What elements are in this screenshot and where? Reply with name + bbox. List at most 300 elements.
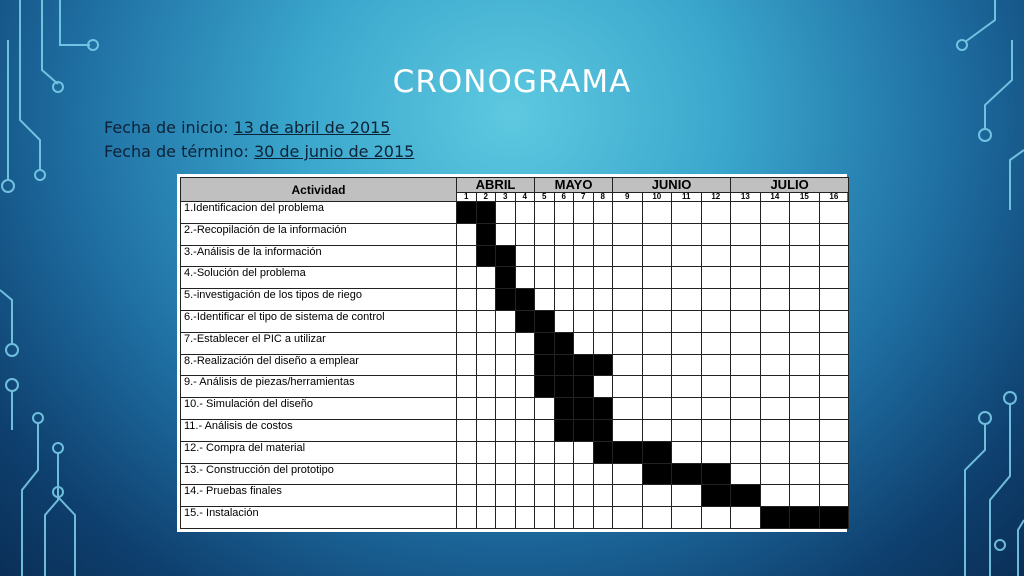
slide-title: CRONOGRAMA xyxy=(392,64,632,100)
gantt-empty-cell xyxy=(672,310,702,332)
gantt-empty-cell xyxy=(701,289,731,311)
gantt-bar-cell xyxy=(790,507,820,529)
gantt-empty-cell xyxy=(515,202,535,224)
gantt-bar-cell xyxy=(476,245,496,267)
gantt-empty-cell xyxy=(672,267,702,289)
gantt-empty-cell xyxy=(554,267,574,289)
gantt-empty-cell xyxy=(554,463,574,485)
gantt-empty-cell xyxy=(574,267,594,289)
activity-row xyxy=(181,332,849,354)
activity-name: 12.- Compra del material xyxy=(181,441,457,463)
activity-row xyxy=(181,267,849,289)
gantt-empty-cell xyxy=(760,267,790,289)
week-number: 14 xyxy=(760,193,790,202)
activity-row xyxy=(181,463,849,485)
gantt-empty-cell xyxy=(701,354,731,376)
gantt-empty-cell xyxy=(515,485,535,507)
gantt-empty-cell xyxy=(515,267,535,289)
gantt-empty-cell xyxy=(457,310,477,332)
gantt-empty-cell xyxy=(535,202,555,224)
gantt-empty-cell xyxy=(496,376,516,398)
gantt-empty-cell xyxy=(457,507,477,529)
week-number: 3 xyxy=(496,193,516,202)
gantt-bar-cell xyxy=(819,507,849,529)
gantt-bar-cell xyxy=(554,354,574,376)
gantt-empty-cell xyxy=(574,310,594,332)
gantt-empty-cell xyxy=(574,507,594,529)
gantt-empty-cell xyxy=(701,310,731,332)
gantt-empty-cell xyxy=(593,507,613,529)
gantt-empty-cell xyxy=(554,507,574,529)
activity-name: 8.-Realización del diseño a emplear xyxy=(181,354,457,376)
gantt-empty-cell xyxy=(760,419,790,441)
gantt-empty-cell xyxy=(672,376,702,398)
gantt-bar-cell xyxy=(457,202,477,224)
gantt-empty-cell xyxy=(790,376,820,398)
gantt-empty-cell xyxy=(790,267,820,289)
activity-name: 6.-Identificar el tipo de sistema de control xyxy=(181,310,457,332)
gantt-empty-cell xyxy=(731,223,761,245)
gantt-empty-cell xyxy=(554,485,574,507)
gantt-empty-cell xyxy=(731,376,761,398)
gantt-empty-cell xyxy=(790,463,820,485)
gantt-empty-cell xyxy=(642,507,672,529)
gantt-empty-cell xyxy=(701,202,731,224)
week-number: 7 xyxy=(574,193,594,202)
gantt-empty-cell xyxy=(672,289,702,311)
gantt-empty-cell xyxy=(593,463,613,485)
gantt-empty-cell xyxy=(760,289,790,311)
gantt-empty-cell xyxy=(819,223,849,245)
gantt-empty-cell xyxy=(554,289,574,311)
gantt-empty-cell xyxy=(672,245,702,267)
gantt-empty-cell xyxy=(642,354,672,376)
gantt-bar-cell xyxy=(535,376,555,398)
gantt-empty-cell xyxy=(672,202,702,224)
week-number: 6 xyxy=(554,193,574,202)
gantt-bar-cell xyxy=(593,441,613,463)
activity-row xyxy=(181,485,849,507)
activity-column-header: Actividad xyxy=(181,178,457,202)
activity-name: 11.- Análisis de costos xyxy=(181,419,457,441)
gantt-empty-cell xyxy=(457,223,477,245)
gantt-empty-cell xyxy=(457,289,477,311)
gantt-empty-cell xyxy=(731,419,761,441)
gantt-empty-cell xyxy=(760,223,790,245)
week-number: 5 xyxy=(535,193,555,202)
gantt-empty-cell xyxy=(613,354,643,376)
gantt-empty-cell xyxy=(457,245,477,267)
gantt-empty-cell xyxy=(554,223,574,245)
gantt-empty-cell xyxy=(642,202,672,224)
gantt-empty-cell xyxy=(613,202,643,224)
gantt-empty-cell xyxy=(515,223,535,245)
gantt-bar-cell xyxy=(476,202,496,224)
gantt-empty-cell xyxy=(574,332,594,354)
gantt-empty-cell xyxy=(642,245,672,267)
gantt-empty-cell xyxy=(613,376,643,398)
activity-row xyxy=(181,223,849,245)
gantt-empty-cell xyxy=(760,332,790,354)
gantt-empty-cell xyxy=(593,245,613,267)
gantt-bar-cell xyxy=(535,310,555,332)
week-number: 1 xyxy=(457,193,477,202)
week-number: 9 xyxy=(613,193,643,202)
gantt-bar-cell xyxy=(574,354,594,376)
gantt-empty-cell xyxy=(496,463,516,485)
gantt-bar-cell xyxy=(701,485,731,507)
gantt-bar-cell xyxy=(731,485,761,507)
gantt-empty-cell xyxy=(819,354,849,376)
activity-name: 4.-Solución del problema xyxy=(181,267,457,289)
week-number: 4 xyxy=(515,193,535,202)
gantt-empty-cell xyxy=(701,419,731,441)
week-number: 15 xyxy=(790,193,820,202)
gantt-empty-cell xyxy=(476,376,496,398)
gantt-empty-cell xyxy=(613,245,643,267)
gantt-empty-cell xyxy=(790,245,820,267)
gantt-empty-cell xyxy=(760,398,790,420)
gantt-chart xyxy=(177,174,847,532)
activity-name: 5.-investigación de los tipos de riego xyxy=(181,289,457,311)
gantt-bar-cell xyxy=(535,332,555,354)
gantt-bar-cell xyxy=(642,463,672,485)
gantt-empty-cell xyxy=(535,245,555,267)
gantt-empty-cell xyxy=(457,485,477,507)
gantt-empty-cell xyxy=(457,376,477,398)
gantt-empty-cell xyxy=(731,267,761,289)
gantt-empty-cell xyxy=(613,485,643,507)
gantt-empty-cell xyxy=(701,223,731,245)
gantt-empty-cell xyxy=(593,376,613,398)
gantt-empty-cell xyxy=(476,463,496,485)
gantt-bar-cell xyxy=(613,441,643,463)
activity-row xyxy=(181,310,849,332)
gantt-empty-cell xyxy=(701,332,731,354)
gantt-empty-cell xyxy=(642,267,672,289)
gantt-empty-cell xyxy=(574,485,594,507)
gantt-empty-cell xyxy=(496,441,516,463)
activity-name: 10.- Simulación del diseño xyxy=(181,398,457,420)
activity-row xyxy=(181,202,849,224)
gantt-empty-cell xyxy=(457,463,477,485)
gantt-empty-cell xyxy=(701,267,731,289)
gantt-empty-cell xyxy=(790,202,820,224)
gantt-empty-cell xyxy=(819,267,849,289)
end-date-label: Fecha de término: xyxy=(104,142,254,161)
gantt-empty-cell xyxy=(613,289,643,311)
gantt-empty-cell xyxy=(515,245,535,267)
gantt-empty-cell xyxy=(476,310,496,332)
activity-row xyxy=(181,507,849,529)
start-date-label: Fecha de inicio: xyxy=(104,118,234,137)
end-date-line xyxy=(104,140,414,164)
gantt-empty-cell xyxy=(790,289,820,311)
week-number: 10 xyxy=(642,193,672,202)
gantt-empty-cell xyxy=(496,507,516,529)
gantt-empty-cell xyxy=(819,332,849,354)
gantt-empty-cell xyxy=(790,485,820,507)
gantt-empty-cell xyxy=(476,441,496,463)
gantt-empty-cell xyxy=(790,398,820,420)
gantt-empty-cell xyxy=(642,332,672,354)
gantt-empty-cell xyxy=(672,223,702,245)
gantt-empty-cell xyxy=(476,398,496,420)
gantt-empty-cell xyxy=(476,485,496,507)
gantt-bar-cell xyxy=(496,267,516,289)
gantt-empty-cell xyxy=(701,507,731,529)
week-number: 11 xyxy=(672,193,702,202)
gantt-empty-cell xyxy=(496,223,516,245)
week-number: 12 xyxy=(701,193,731,202)
gantt-empty-cell xyxy=(535,267,555,289)
gantt-empty-cell xyxy=(642,310,672,332)
month-header: ABRIL xyxy=(457,178,535,193)
gantt-table xyxy=(180,177,849,529)
gantt-empty-cell xyxy=(574,245,594,267)
gantt-empty-cell xyxy=(819,463,849,485)
gantt-empty-cell xyxy=(613,507,643,529)
gantt-bar-cell xyxy=(593,354,613,376)
gantt-empty-cell xyxy=(731,310,761,332)
gantt-empty-cell xyxy=(535,398,555,420)
gantt-empty-cell xyxy=(613,419,643,441)
gantt-empty-cell xyxy=(819,310,849,332)
gantt-empty-cell xyxy=(731,245,761,267)
gantt-empty-cell xyxy=(760,310,790,332)
month-header: MAYO xyxy=(535,178,613,193)
activity-name: 9.- Análisis de piezas/herramientas xyxy=(181,376,457,398)
gantt-empty-cell xyxy=(790,332,820,354)
week-number: 16 xyxy=(819,193,849,202)
activity-name: 14.- Pruebas finales xyxy=(181,485,457,507)
gantt-empty-cell xyxy=(790,441,820,463)
gantt-empty-cell xyxy=(535,485,555,507)
gantt-empty-cell xyxy=(593,310,613,332)
gantt-empty-cell xyxy=(574,289,594,311)
gantt-empty-cell xyxy=(554,202,574,224)
gantt-empty-cell xyxy=(760,485,790,507)
gantt-empty-cell xyxy=(457,332,477,354)
activity-row xyxy=(181,354,849,376)
gantt-empty-cell xyxy=(593,223,613,245)
gantt-bar-cell xyxy=(574,398,594,420)
gantt-empty-cell xyxy=(515,463,535,485)
gantt-empty-cell xyxy=(613,310,643,332)
gantt-empty-cell xyxy=(760,376,790,398)
gantt-empty-cell xyxy=(476,507,496,529)
week-number: 13 xyxy=(731,193,761,202)
gantt-empty-cell xyxy=(819,245,849,267)
gantt-empty-cell xyxy=(790,419,820,441)
week-number: 2 xyxy=(476,193,496,202)
gantt-empty-cell xyxy=(574,202,594,224)
gantt-empty-cell xyxy=(574,223,594,245)
gantt-empty-cell xyxy=(496,398,516,420)
week-number: 8 xyxy=(593,193,613,202)
gantt-empty-cell xyxy=(819,376,849,398)
gantt-empty-cell xyxy=(515,398,535,420)
activity-row xyxy=(181,419,849,441)
start-date-line xyxy=(104,116,414,140)
gantt-empty-cell xyxy=(535,419,555,441)
gantt-bar-cell xyxy=(593,419,613,441)
gantt-bar-cell xyxy=(760,507,790,529)
gantt-empty-cell xyxy=(613,398,643,420)
gantt-empty-cell xyxy=(731,507,761,529)
gantt-empty-cell xyxy=(731,332,761,354)
activity-name: 1.Identificacion del problema xyxy=(181,202,457,224)
gantt-empty-cell xyxy=(819,398,849,420)
gantt-bar-cell xyxy=(515,289,535,311)
gantt-empty-cell xyxy=(476,289,496,311)
gantt-empty-cell xyxy=(457,441,477,463)
gantt-empty-cell xyxy=(701,398,731,420)
activity-row xyxy=(181,441,849,463)
gantt-bar-cell xyxy=(554,332,574,354)
gantt-empty-cell xyxy=(731,463,761,485)
gantt-bar-cell xyxy=(554,419,574,441)
gantt-empty-cell xyxy=(457,354,477,376)
month-header: JUNIO xyxy=(613,178,731,193)
gantt-empty-cell xyxy=(515,376,535,398)
activity-row xyxy=(181,398,849,420)
gantt-empty-cell xyxy=(593,485,613,507)
activity-name: 2.-Recopilación de la información xyxy=(181,223,457,245)
gantt-empty-cell xyxy=(672,507,702,529)
gantt-empty-cell xyxy=(496,485,516,507)
gantt-empty-cell xyxy=(515,354,535,376)
gantt-empty-cell xyxy=(642,398,672,420)
gantt-bar-cell xyxy=(554,398,574,420)
activity-row xyxy=(181,245,849,267)
gantt-empty-cell xyxy=(731,202,761,224)
gantt-bar-cell xyxy=(476,223,496,245)
gantt-empty-cell xyxy=(535,289,555,311)
gantt-empty-cell xyxy=(496,419,516,441)
gantt-bar-cell xyxy=(535,354,555,376)
gantt-empty-cell xyxy=(535,463,555,485)
start-date-value: 13 de abril de 2015 xyxy=(233,118,391,137)
gantt-empty-cell xyxy=(574,463,594,485)
gantt-empty-cell xyxy=(496,332,516,354)
gantt-empty-cell xyxy=(476,332,496,354)
gantt-empty-cell xyxy=(760,245,790,267)
gantt-empty-cell xyxy=(593,267,613,289)
end-date-value: 30 de junio de 2015 xyxy=(253,142,415,161)
gantt-empty-cell xyxy=(642,485,672,507)
gantt-empty-cell xyxy=(731,354,761,376)
gantt-empty-cell xyxy=(760,202,790,224)
gantt-empty-cell xyxy=(593,202,613,224)
gantt-empty-cell xyxy=(535,441,555,463)
gantt-bar-cell xyxy=(574,419,594,441)
gantt-empty-cell xyxy=(731,398,761,420)
gantt-empty-cell xyxy=(790,310,820,332)
gantt-empty-cell xyxy=(819,441,849,463)
gantt-empty-cell xyxy=(535,223,555,245)
gantt-empty-cell xyxy=(642,289,672,311)
gantt-empty-cell xyxy=(613,463,643,485)
date-info xyxy=(104,116,414,164)
gantt-bar-cell xyxy=(496,289,516,311)
gantt-empty-cell xyxy=(496,310,516,332)
gantt-empty-cell xyxy=(819,289,849,311)
gantt-empty-cell xyxy=(672,441,702,463)
gantt-empty-cell xyxy=(554,245,574,267)
gantt-empty-cell xyxy=(515,441,535,463)
gantt-empty-cell xyxy=(701,245,731,267)
gantt-empty-cell xyxy=(613,332,643,354)
gantt-empty-cell xyxy=(819,485,849,507)
activity-name: 13.- Construcción del prototipo xyxy=(181,463,457,485)
gantt-empty-cell xyxy=(672,419,702,441)
gantt-empty-cell xyxy=(760,463,790,485)
gantt-empty-cell xyxy=(457,419,477,441)
activity-name: 3.-Análisis de la información xyxy=(181,245,457,267)
gantt-empty-cell xyxy=(760,441,790,463)
gantt-empty-cell xyxy=(672,398,702,420)
activity-row xyxy=(181,376,849,398)
gantt-empty-cell xyxy=(476,267,496,289)
gantt-empty-cell xyxy=(515,507,535,529)
gantt-empty-cell xyxy=(515,419,535,441)
gantt-empty-cell xyxy=(496,202,516,224)
gantt-empty-cell xyxy=(642,376,672,398)
gantt-bar-cell xyxy=(554,376,574,398)
gantt-empty-cell xyxy=(731,289,761,311)
gantt-empty-cell xyxy=(457,398,477,420)
gantt-bar-cell xyxy=(496,245,516,267)
gantt-empty-cell xyxy=(790,223,820,245)
gantt-empty-cell xyxy=(701,376,731,398)
gantt-empty-cell xyxy=(535,507,555,529)
gantt-empty-cell xyxy=(593,332,613,354)
gantt-bar-cell xyxy=(574,376,594,398)
gantt-bar-cell xyxy=(672,463,702,485)
gantt-empty-cell xyxy=(731,441,761,463)
activity-name: 7.-Establecer el PIC a utilizar xyxy=(181,332,457,354)
gantt-empty-cell xyxy=(672,354,702,376)
gantt-empty-cell xyxy=(515,332,535,354)
gantt-empty-cell xyxy=(574,441,594,463)
gantt-empty-cell xyxy=(476,354,496,376)
gantt-empty-cell xyxy=(672,332,702,354)
gantt-bar-cell xyxy=(515,310,535,332)
activity-row xyxy=(181,289,849,311)
activity-name: 15.- Instalación xyxy=(181,507,457,529)
gantt-bar-cell xyxy=(642,441,672,463)
gantt-empty-cell xyxy=(701,441,731,463)
gantt-empty-cell xyxy=(593,289,613,311)
gantt-bar-cell xyxy=(701,463,731,485)
gantt-empty-cell xyxy=(819,202,849,224)
gantt-empty-cell xyxy=(554,441,574,463)
gantt-empty-cell xyxy=(672,485,702,507)
gantt-empty-cell xyxy=(476,419,496,441)
gantt-empty-cell xyxy=(613,223,643,245)
gantt-empty-cell xyxy=(760,354,790,376)
gantt-empty-cell xyxy=(496,354,516,376)
gantt-empty-cell xyxy=(613,267,643,289)
gantt-empty-cell xyxy=(554,310,574,332)
gantt-empty-cell xyxy=(642,223,672,245)
month-header: JULIO xyxy=(731,178,849,193)
gantt-empty-cell xyxy=(642,419,672,441)
gantt-bar-cell xyxy=(593,398,613,420)
gantt-empty-cell xyxy=(790,354,820,376)
gantt-empty-cell xyxy=(819,419,849,441)
